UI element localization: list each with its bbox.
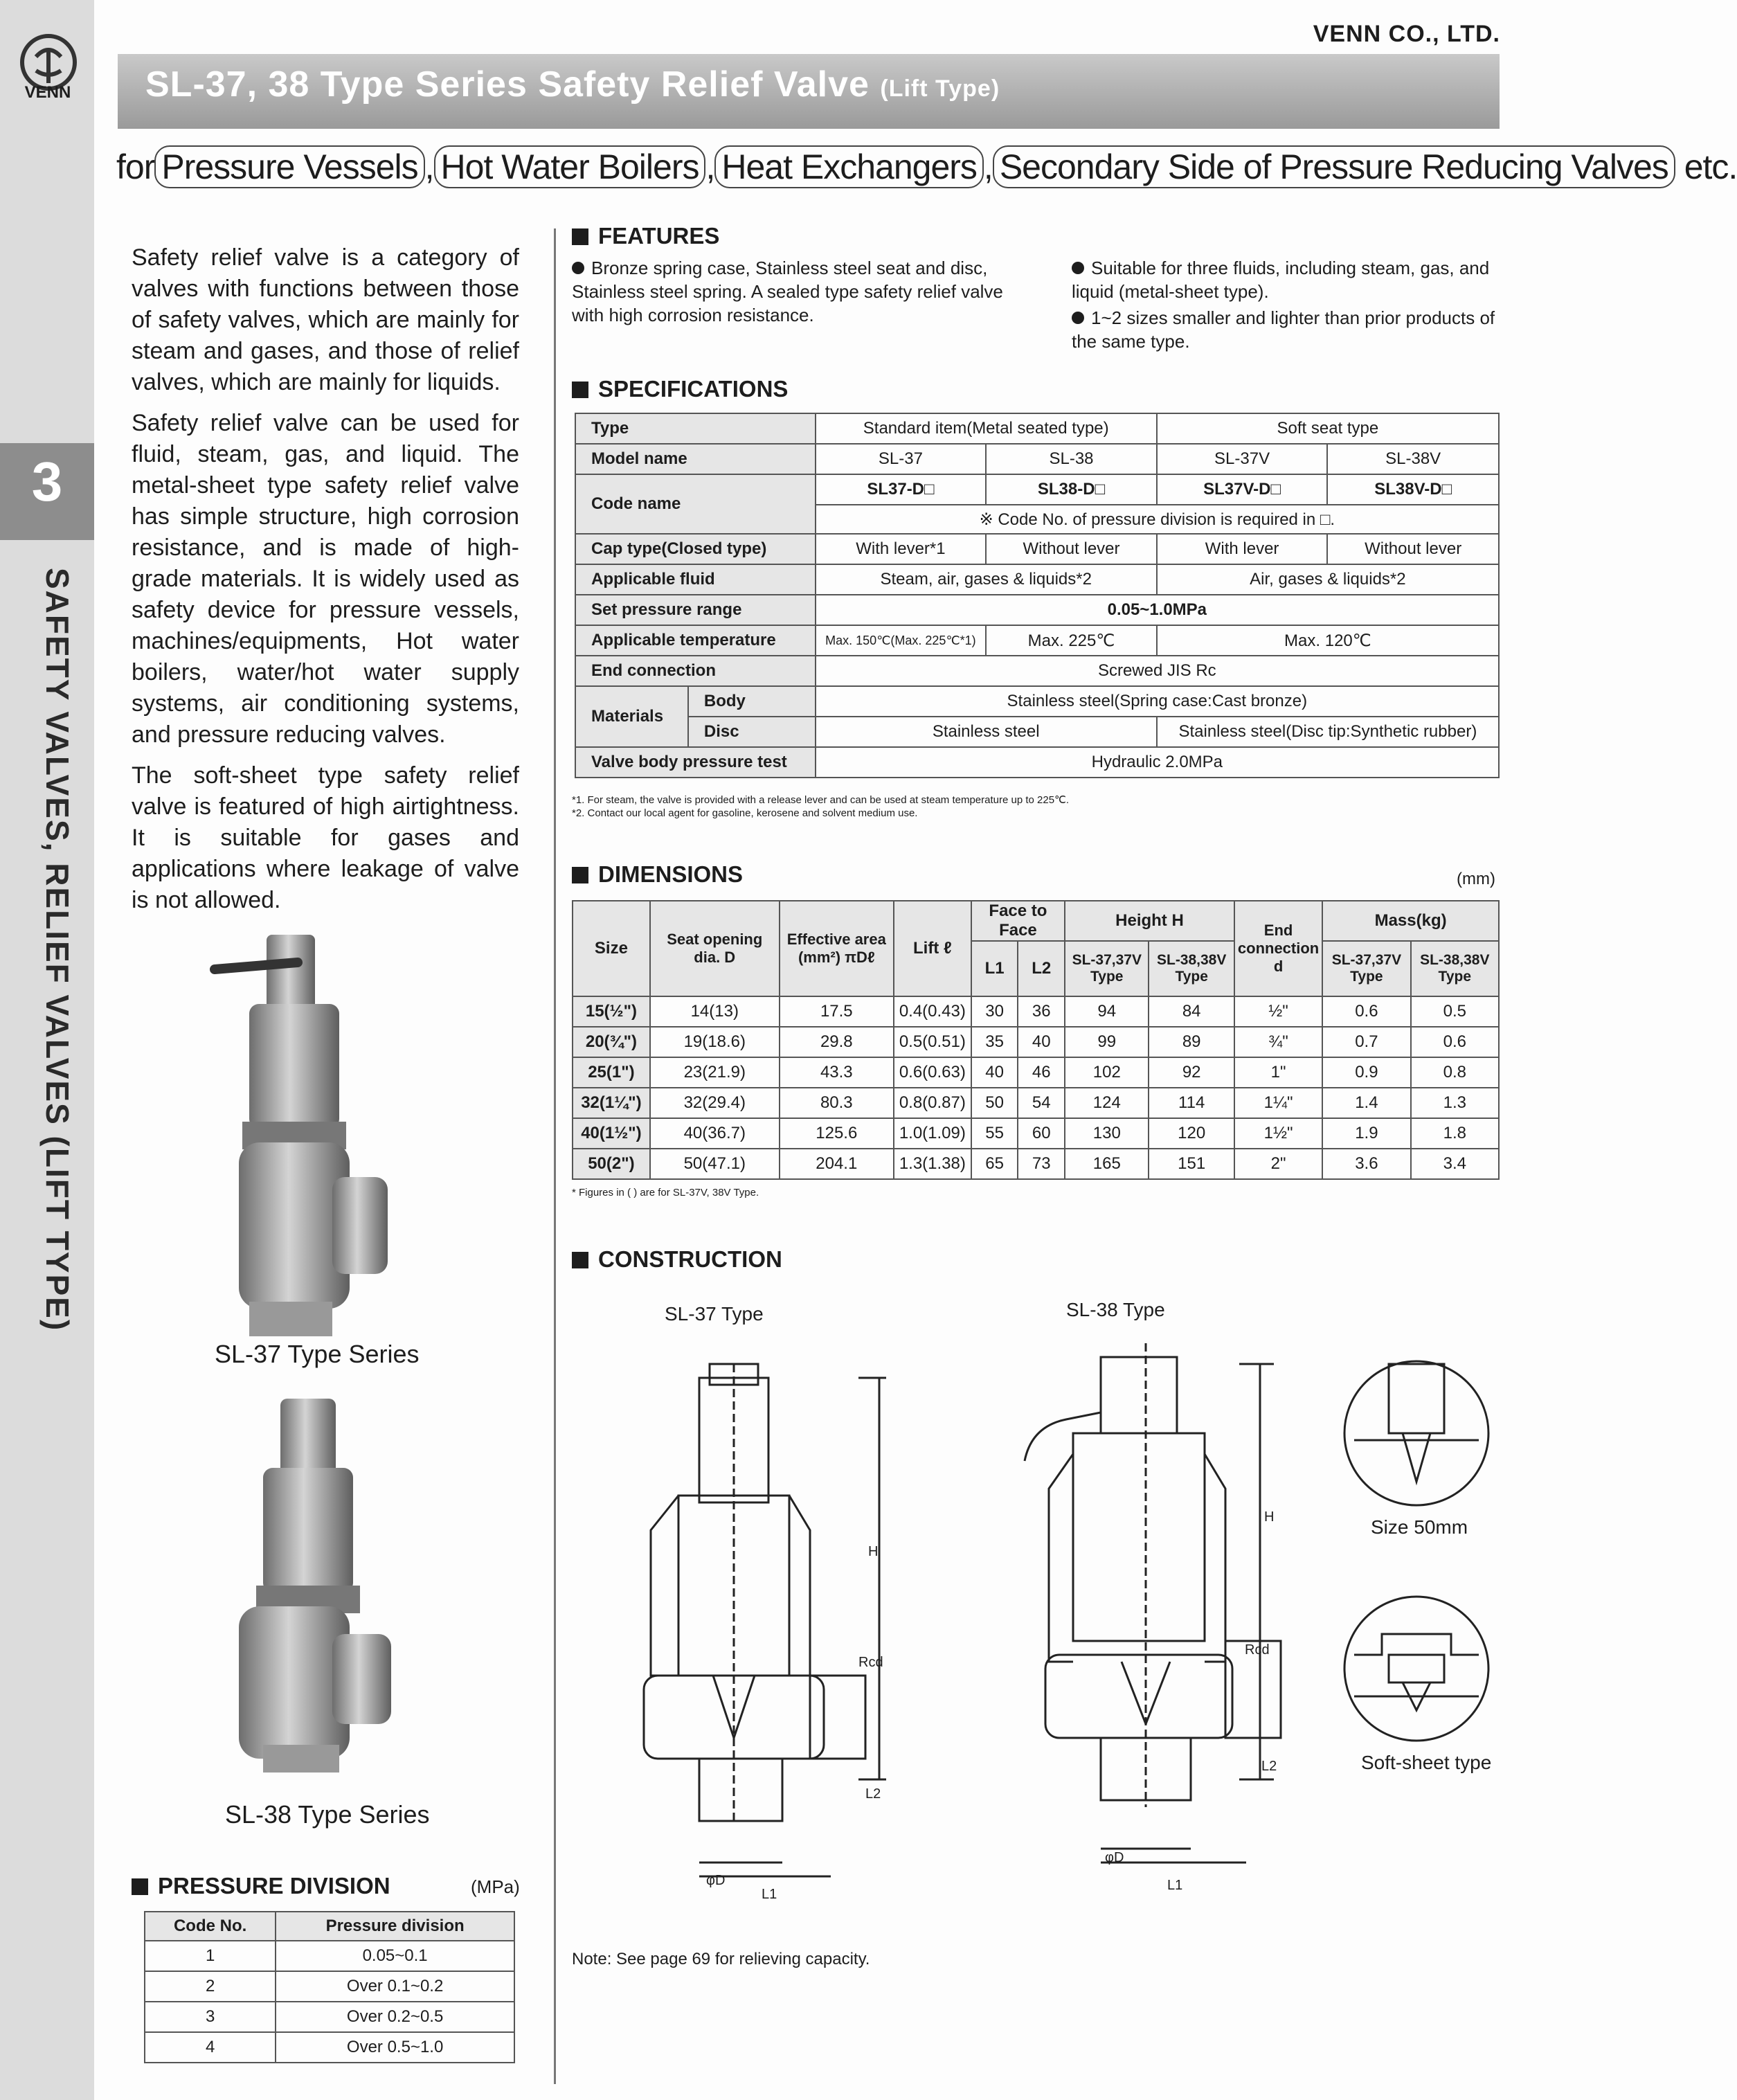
feature-item: Suitable for three fluids, including steam, gas, and liquid (metal-sheet type). (1072, 258, 1490, 302)
table-cell: 3 (145, 2002, 276, 2032)
table-row (145, 2002, 514, 2032)
table-header-row (573, 901, 1499, 941)
table-header: SL-37,37V Type (1065, 941, 1149, 996)
table-cell: SL37-D□ (816, 474, 987, 505)
table-cell: Without lever (986, 534, 1157, 564)
table-row (575, 474, 1499, 505)
dim-d-label: φD (1105, 1850, 1124, 1865)
intro-paragraph: Safety relief valve is a category of valves with functions between those of safety valves, which are mainly for steam and gases, and those of relief valves, which are mainly for liquids. (132, 244, 519, 395)
table-cell: 0.05~1.0MPa (816, 595, 1499, 625)
table-cell: Max. 225℃ (986, 625, 1157, 656)
table-cell: Over 0.5~1.0 (276, 2032, 514, 2063)
table-cell: ½" (1234, 996, 1322, 1027)
row-label: Disc (688, 717, 816, 747)
table-cell: 32(29.4) (650, 1088, 780, 1118)
intro-paragraph: Safety relief valve can be used for fluid, steam, gas, and liquid. The metal-sheet type safety relief valve has simple structure, high corrosion resistance, and is made of high-grade materials. It is widely used as safety device for pressure vessels, machines/equipments, Hot water boilers, water/hot water supply systems, air conditioning systems, and pressure reducing valves. (132, 410, 519, 748)
table-cell: 46 (1018, 1057, 1065, 1088)
table-row (573, 1027, 1499, 1057)
table-cell: 40(36.7) (650, 1118, 780, 1149)
side-chapter-title: SAFETY VALVES, RELIEF VALVES (LIFT TYPE) (39, 568, 75, 1332)
row-label: Code name (575, 474, 816, 534)
size-cell: 20(¾") (573, 1027, 650, 1057)
table-header: Code No. (145, 1912, 276, 1941)
table-row (145, 2032, 514, 2063)
soft-sheet-label: Soft-sheet type (1361, 1752, 1492, 1773)
dim-l2-label: L2 (1261, 1759, 1277, 1774)
table-cell: 0.7 (1322, 1027, 1410, 1057)
table-cell: 0.9 (1322, 1057, 1410, 1088)
application-item: Heat Exchangers (714, 145, 984, 188)
table-row (575, 686, 1499, 717)
table-cell: 1.3 (1411, 1088, 1499, 1118)
table-cell: 102 (1065, 1057, 1149, 1088)
table-cell: 23(21.9) (650, 1057, 780, 1088)
table-cell: 50(47.1) (650, 1149, 780, 1179)
table-cell: Stainless steel (816, 717, 1157, 747)
table-cell: SL38-D□ (986, 474, 1157, 505)
size-cell: 15(½") (573, 996, 650, 1027)
table-cell: SL37V-D□ (1157, 474, 1328, 505)
table-cell: 50 (971, 1088, 1018, 1118)
table-cell: 0.5 (1411, 996, 1499, 1027)
company-name: VENN CO., LTD. (1313, 21, 1500, 47)
table-cell: SL-37 (816, 444, 987, 474)
table-row (573, 996, 1499, 1027)
table-cell: 0.8 (1411, 1057, 1499, 1088)
intro-text (132, 242, 519, 926)
dim-l1-label: L1 (762, 1887, 777, 1902)
size-cell: 32(1¼") (573, 1088, 650, 1118)
pressure-division-unit: (MPa) (471, 1876, 520, 1897)
size-cell: 40(1½") (573, 1118, 650, 1149)
sl38-drawing-label: SL-38 Type (1066, 1299, 1165, 1320)
table-cell: 17.5 (780, 996, 894, 1027)
table-cell: 73 (1018, 1149, 1065, 1179)
table-cell: 0.8(0.87) (894, 1088, 971, 1118)
table-cell: 1½" (1234, 1118, 1322, 1149)
table-header-row (145, 1912, 514, 1941)
pressure-division-heading: PRESSURE DIVISION (132, 1873, 390, 1899)
table-cell: 92 (1149, 1057, 1234, 1088)
table-row (573, 1088, 1499, 1118)
table-cell: 1 (145, 1941, 276, 1971)
row-label: Type (575, 413, 816, 444)
row-label: Materials (575, 686, 688, 747)
table-cell: 0.4(0.43) (894, 996, 971, 1027)
table-row (575, 595, 1499, 625)
applications-suffix: etc. (1684, 147, 1737, 186)
row-label: Model name (575, 444, 816, 474)
table-cell: 0.05~0.1 (276, 1941, 514, 1971)
dim-H-label: H (868, 1544, 879, 1559)
dimensions-unit: (mm) (1457, 870, 1495, 888)
row-label: End connection (575, 656, 816, 686)
features-heading: FEATURES (572, 223, 719, 249)
table-cell: 89 (1149, 1027, 1234, 1057)
size-cell: 25(1") (573, 1057, 650, 1088)
table-cell: 40 (1018, 1027, 1065, 1057)
table-header: Height H (1065, 901, 1234, 941)
table-cell: SL-37V (1157, 444, 1328, 474)
table-cell: Without lever (1327, 534, 1499, 564)
row-label: Cap type(Closed type) (575, 534, 816, 564)
table-cell: 2 (145, 1971, 276, 2002)
sl38-valve-photo (201, 1392, 408, 1779)
table-cell: 1.8 (1411, 1118, 1499, 1149)
table-cell: 36 (1018, 996, 1065, 1027)
column-divider (554, 228, 556, 2084)
table-row (145, 1941, 514, 1971)
table-row (575, 534, 1499, 564)
table-cell: SL38V-D□ (1327, 474, 1499, 505)
table-cell: ※ Code No. of pressure division is required in □. (816, 505, 1499, 534)
spec-footnote: *1. For steam, the valve is provided with a release lever and can be used at steam temperature up to 225℃. (572, 794, 1070, 806)
table-cell: Screwed JIS Rc (816, 656, 1499, 686)
construction-heading: CONSTRUCTION (572, 1246, 782, 1273)
table-cell: 19(18.6) (650, 1027, 780, 1057)
application-item: Pressure Vessels (154, 145, 424, 188)
dim-rcd-label: Rcd (1245, 1642, 1270, 1658)
table-cell: 0.6 (1322, 996, 1410, 1027)
table-cell: 35 (971, 1027, 1018, 1057)
feature-item: Bronze spring case, Stainless steel seat and disc, Stainless steel spring. A sealed type safety relief valve with high corrosion resistance. (572, 258, 1003, 325)
table-header: Mass(kg) (1322, 901, 1499, 941)
row-label: Valve body pressure test (575, 747, 816, 778)
row-label: Applicable fluid (575, 564, 816, 595)
table-row (575, 564, 1499, 595)
table-header: Seat opening dia. D (650, 901, 780, 996)
intro-paragraph: The soft-sheet type safety relief valve is featured of high airtightness. It is suitable for gases and applications where leakage of valve is not allowed. (132, 762, 519, 913)
bullet-icon (1072, 312, 1084, 324)
table-cell: SL-38V (1327, 444, 1499, 474)
table-cell: 99 (1065, 1027, 1149, 1057)
table-cell: 40 (971, 1057, 1018, 1088)
table-cell: Stainless steel(Spring case:Cast bronze) (816, 686, 1499, 717)
chapter-number: 3 (31, 451, 63, 512)
size50-detail-drawing (1340, 1357, 1493, 1509)
table-header: End connection d (1234, 901, 1322, 996)
table-row (573, 1057, 1499, 1088)
title-sub: (Lift Type) (880, 75, 1000, 102)
table-cell: Over 0.2~0.5 (276, 2002, 514, 2032)
table-cell: 1.4 (1322, 1088, 1410, 1118)
sl38-photo-caption: SL-38 Type Series (225, 1800, 430, 1829)
application-item: Secondary Side of Pressure Reducing Valves (993, 145, 1675, 188)
table-cell: Air, gases & liquids*2 (1157, 564, 1499, 595)
sl37-photo-caption: SL-37 Type Series (215, 1340, 420, 1368)
bullet-icon (572, 262, 584, 274)
pressure-division-table (144, 1911, 515, 2063)
size-cell: 50(2") (573, 1149, 650, 1179)
table-cell: With lever*1 (816, 534, 987, 564)
size50-label: Size 50mm (1371, 1516, 1468, 1538)
applications-line: for Pressure Vessels , Hot Water Boilers , Heat Exchangers , Secondary Side of Pressure Reducing Valves etc. (116, 145, 1737, 188)
applications-prefix: for (116, 147, 155, 186)
bullet-icon (1072, 262, 1084, 274)
table-cell: Max. 150℃(Max. 225℃*1) (816, 625, 987, 656)
table-cell: 1.0(1.09) (894, 1118, 971, 1149)
table-header: SL-38,38V Type (1149, 941, 1234, 996)
table-cell: Stainless steel(Disc tip:Synthetic rubber) (1157, 717, 1499, 747)
table-cell: 65 (971, 1149, 1018, 1179)
sl38-construction-drawing (983, 1336, 1302, 1904)
table-header: Pressure division (276, 1912, 514, 1941)
title-main: SL-37, 38 Type Series Safety Relief Valve (145, 64, 870, 105)
row-label: Applicable temperature (575, 625, 816, 656)
dimensions-body (573, 996, 1499, 1179)
construction-note: Note: See page 69 for relieving capacity. (572, 1950, 870, 1968)
table-row (573, 1118, 1499, 1149)
table-header: Face to Face (971, 901, 1065, 941)
table-cell: Standard item(Metal seated type) (816, 413, 1157, 444)
table-row (575, 656, 1499, 686)
table-header: Size (573, 901, 650, 996)
table-cell: SL-38 (986, 444, 1157, 474)
table-cell: 1.9 (1322, 1118, 1410, 1149)
table-cell: 120 (1149, 1118, 1234, 1149)
table-cell: 1.3(1.38) (894, 1149, 971, 1179)
table-header: L1 (971, 941, 1018, 996)
table-cell: Soft seat type (1157, 413, 1499, 444)
table-cell: 130 (1065, 1118, 1149, 1149)
table-cell: 0.6 (1411, 1027, 1499, 1057)
dim-d-label: φD (706, 1873, 726, 1888)
table-cell: 2" (1234, 1149, 1322, 1179)
logo-text: VENN (24, 83, 71, 102)
table-row (575, 717, 1499, 747)
table-cell: 1¼" (1234, 1088, 1322, 1118)
table-row (575, 444, 1499, 474)
table-cell: 0.6(0.63) (894, 1057, 971, 1088)
table-cell: 54 (1018, 1088, 1065, 1118)
row-label: Body (688, 686, 816, 717)
table-row (145, 1971, 514, 2002)
table-cell: 80.3 (780, 1088, 894, 1118)
table-header: Lift ℓ (894, 901, 971, 996)
dim-H-label: H (1264, 1509, 1275, 1525)
table-cell: 60 (1018, 1118, 1065, 1149)
table-cell: Steam, air, gases & liquids*2 (816, 564, 1157, 595)
specifications-heading: SPECIFICATIONS (572, 376, 788, 402)
application-item: Hot Water Boilers (434, 145, 706, 188)
dimensions-footnote: * Figures in ( ) are for SL-37V, 38V Type. (572, 1187, 759, 1199)
table-cell: 29.8 (780, 1027, 894, 1057)
table-cell: 165 (1065, 1149, 1149, 1179)
table-row (573, 1149, 1499, 1179)
sl37-construction-drawing (602, 1350, 893, 1904)
table-cell: 14(13) (650, 996, 780, 1027)
table-header: SL-38,38V Type (1411, 941, 1499, 996)
table-cell: ¾" (1234, 1027, 1322, 1057)
table-cell: 43.3 (780, 1057, 894, 1088)
dimensions-heading: DIMENSIONS (572, 861, 743, 888)
table-row (575, 747, 1499, 778)
table-header: Effective area (mm²) πDℓ (780, 901, 894, 996)
table-cell: Hydraulic 2.0MPa (816, 747, 1499, 778)
table-cell: Over 0.1~0.2 (276, 1971, 514, 2002)
table-cell: 151 (1149, 1149, 1234, 1179)
table-cell: 1" (1234, 1057, 1322, 1088)
table-cell: 125.6 (780, 1118, 894, 1149)
table-cell: 3.6 (1322, 1149, 1410, 1179)
table-header: SL-37,37V Type (1322, 941, 1410, 996)
row-label: Set pressure range (575, 595, 816, 625)
table-row (575, 625, 1499, 656)
table-cell: 0.5(0.51) (894, 1027, 971, 1057)
specifications-table (575, 413, 1500, 778)
table-cell: 84 (1149, 996, 1234, 1027)
table-cell: 94 (1065, 996, 1149, 1027)
soft-sheet-detail-drawing (1340, 1592, 1493, 1745)
spec-footnote: *2. Contact our local agent for gasoline, kerosene and solvent medium use. (572, 807, 918, 819)
sl37-valve-photo (173, 921, 402, 1350)
dim-l1-label: L1 (1167, 1878, 1183, 1893)
dim-l2-label: L2 (865, 1786, 881, 1802)
table-cell: With lever (1157, 534, 1328, 564)
table-cell: 204.1 (780, 1149, 894, 1179)
sl37-drawing-label: SL-37 Type (665, 1303, 764, 1325)
feature-item: 1~2 sizes smaller and lighter than prior products of the same type. (1072, 307, 1495, 352)
table-cell: 30 (971, 996, 1018, 1027)
table-cell: 124 (1065, 1088, 1149, 1118)
page-title (145, 64, 1000, 105)
table-row (575, 413, 1499, 444)
table-cell: 114 (1149, 1088, 1234, 1118)
table-cell: 55 (971, 1118, 1018, 1149)
table-header: L2 (1018, 941, 1065, 996)
table-cell: 4 (145, 2032, 276, 2063)
dimensions-table (572, 900, 1500, 1180)
dim-rcd-label: Rcd (858, 1655, 883, 1670)
table-cell: Max. 120℃ (1157, 625, 1499, 656)
table-cell: 3.4 (1411, 1149, 1499, 1179)
